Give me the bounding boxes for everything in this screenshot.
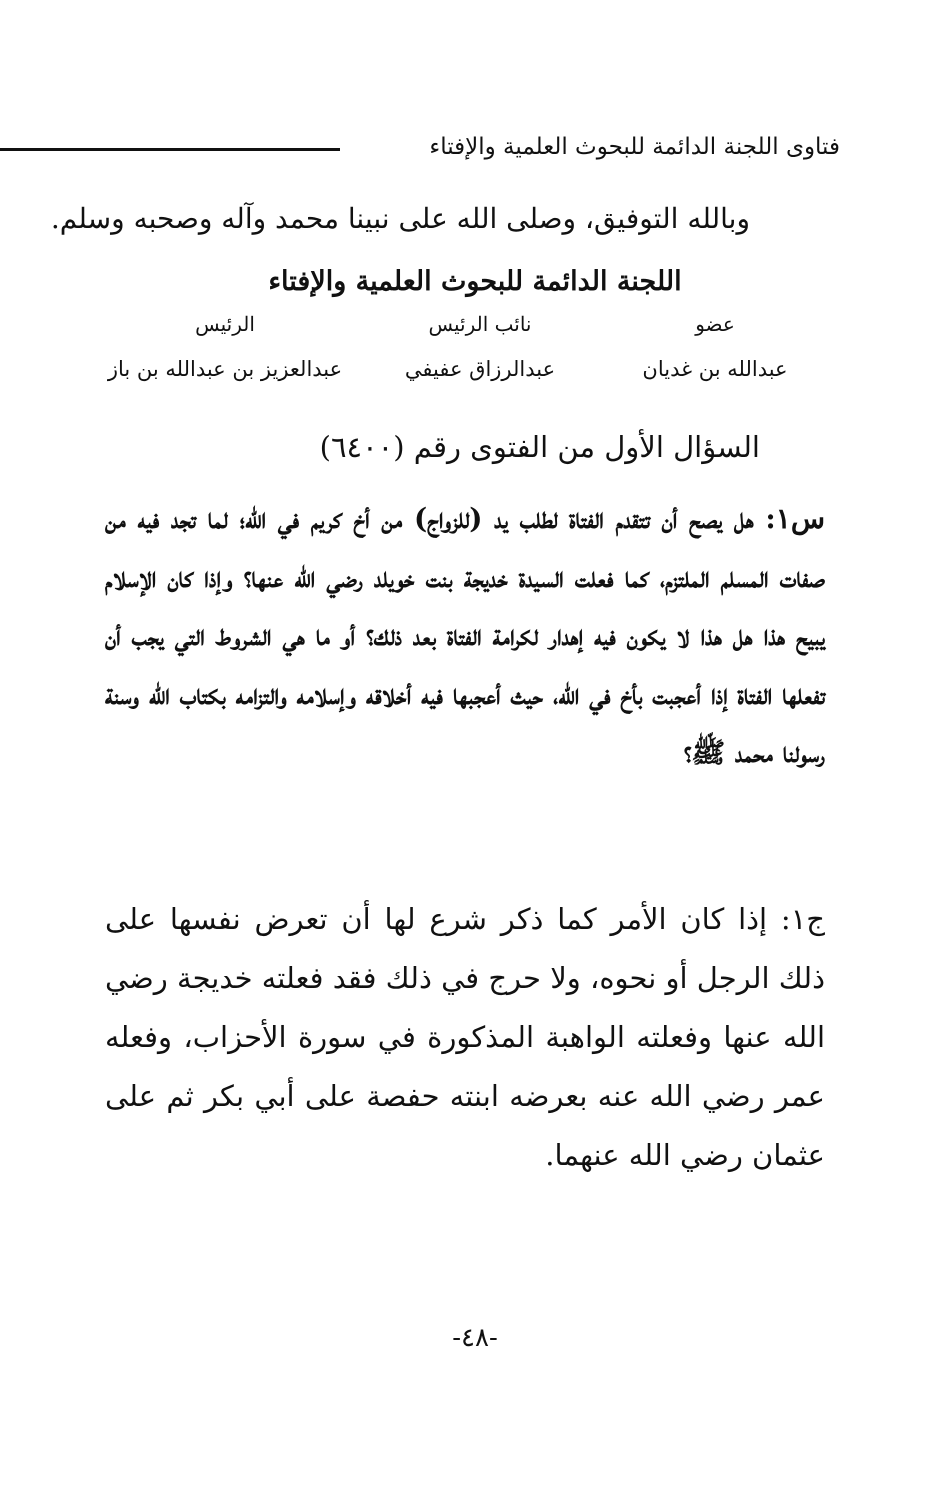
closing-formula: وبالله التوفيق، وصلى الله على نبينا محمد وآله وصحبه وسلم. [50, 202, 750, 235]
signatory-title-deputy: نائب الرئيس [428, 312, 532, 336]
signatory-titles [0, 312, 950, 348]
signatory-title-president: الرئيس [195, 312, 255, 336]
header-title: فتاوى اللجنة الدائمة للبحوث العلمية والإفتاء [429, 134, 840, 160]
fatwa-heading: السؤال الأول من الفتوى رقم (٦٤٠٠) [319, 430, 760, 464]
signatory-name-deputy: عبدالرزاق عفيفي [404, 357, 556, 381]
page-number: -٤٨- [452, 1323, 498, 1353]
signatory-name-member: عبدالله بن غديان [642, 357, 788, 381]
header-rule [0, 148, 340, 151]
signatory-name-president: عبدالعزيز بن عبدالله بن باز [107, 357, 343, 381]
committee-name: اللجنة الدائمة للبحوث العلمية والإفتاء [268, 266, 682, 297]
signatory-names [0, 357, 950, 393]
signatory-title-member: عضو [695, 312, 735, 336]
question-paragraph: س١: هل يصح أن تتقدم الفتاة لطلب يد (للزواج) من أخ كريم في الله؛ لما تجد فيه من صفات المسلم الملتزم، كما فعلت السيدة خديجة بنت خويلد رضي الله عنها؟ وإذا كان الإسلام يبيح هذا هل هذا لا يكون فيه إهدار لكرامة الفتاة بعد ذلك؟ أو ما هي الشروط التي يجب أن تفعلها الفتاة إذا أعجبت بأخ في الله، حيث أعجبها فيه أخلاقه وإسلامه والتزامه بكتاب الله وسنة رسولنا محمد ﷺ؟ [105, 502, 825, 769]
answer-paragraph: ج١: إذا كان الأمر كما ذكر شرع لها أن تعرض نفسها على ذلك الرجل أو نحوه، ولا حرج في ذلك فقد فعلته خديجة رضي الله عنها وفعلته الواهبة المذكورة في سورة الأحزاب، وفعله عمر رضي الله عنه بعرضه ابنته حفصة على أبي بكر ثم على عثمان رضي الله عنهما. [105, 902, 825, 1172]
